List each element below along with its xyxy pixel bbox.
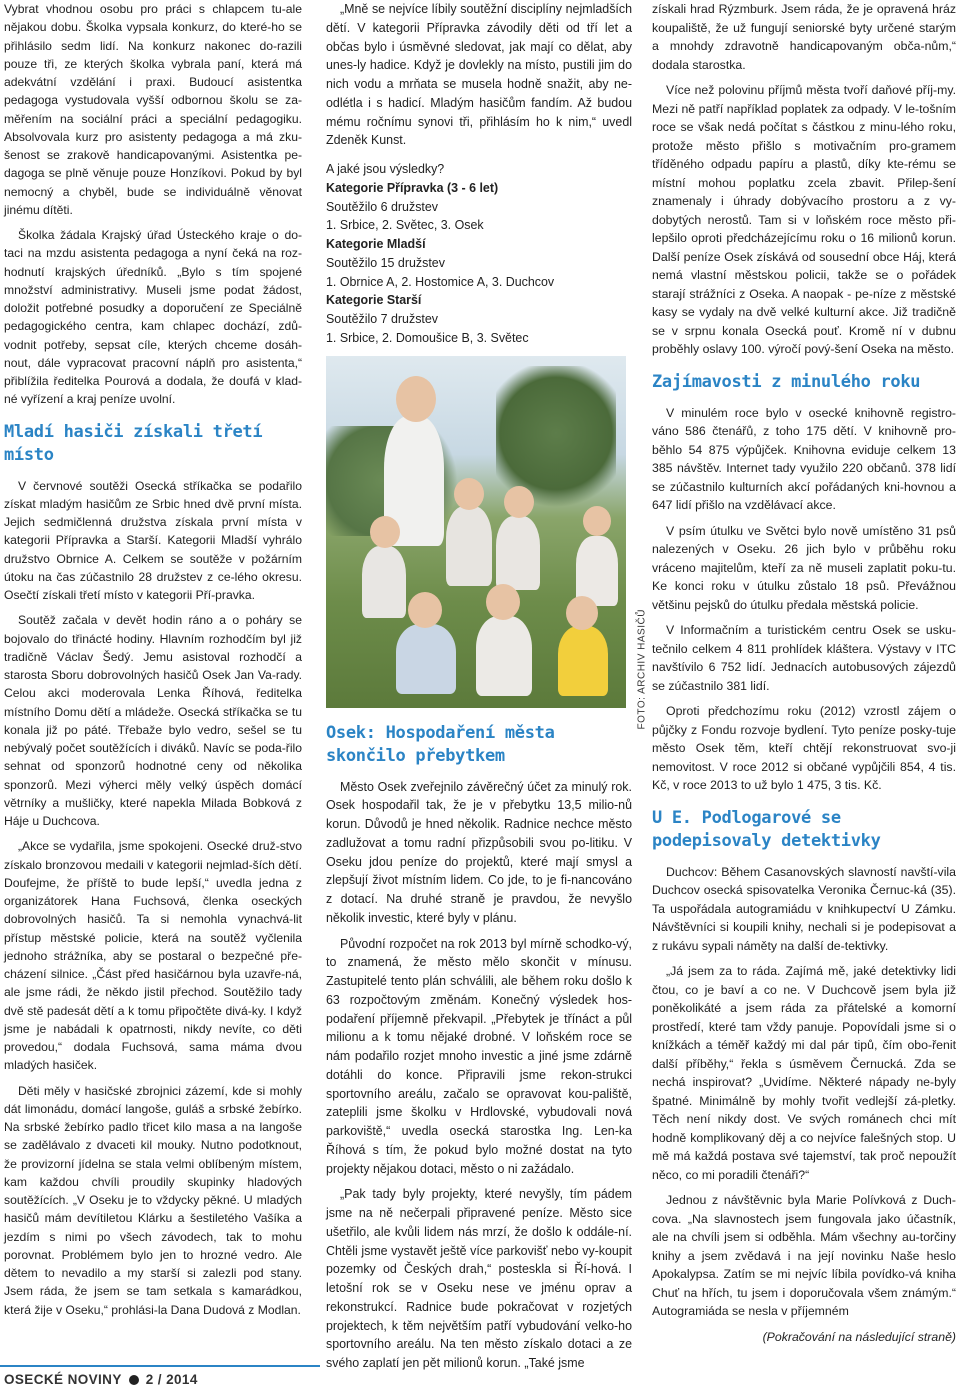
article-paragraph: „Akce se vydařila, jsme spokojeni. Osecké druž-stvo získalo bronzovou medaili v kategorii nejmlad-ších dětí. Doufejme, že příště to bude lepší,“ uvedla jedna z organizátorek Hana Fuchsová, členka oseckých dobrovolných hasičů. Ta si nemohla vynachvá-lit přístup městské policie, která na soutěž vyčlenila jednoho strážníka, aby se postaral o bezpečné pře-cházení silnice. „Část před hasičárnou byla uzavře-ná, ale jsme rádi, že někdo jistil přechod. Soutěžilo tady dvě stě padesát dětí a k tomu připočtěte divá-ky. I když jsme je nabádali k opatrnosti, nikdy nevíte, co děti provedou,“ dodala Fuchsová, sama máma dvou mladých hasiček.: [4, 839, 302, 1073]
photo-head: [583, 506, 611, 536]
article-paragraph: „Mně se nejvíce líbily soutěžní disciplíny nejmladších dětí. V kategorii Přípravka závodily děti od tří let a občas bylo i úsměvné sledovat, jak mají co dělat, aby unes-ly hadice. Když je dovlekly na místo, pustili jim do nich vodu a mrňata se musela hodně snažit, aby ne-odlétla i s hadicí. Mladým hasičům fandím. Až budou mému ročnímu synovi tři, přihlásím ho k nim,“ uvedl Zdeněk Kunst.: [326, 2, 632, 148]
article-paragraph: Více než polovinu příjmů města tvoří daňové příj-my. Mezi ně patří například poplatek za odpady. V le-tošním roce se však nedá počítat s částkou z minu-lého roku, protože město přišlo s motivačním pro-gramem tříděného odpadu papíru a plastů, díky kte-rému se místní mohou poplatku zcela zbavit. Přilep-šení znamenaly i úhrady dobývacího prostoru a z vy-dobytých nerostů. Tam si v loňském roce město při-lepšilo oproti předcházejícímu roku o 16 milionů korun. Další peníze Osek získává od sousední obce Háj, která nemá vlastní městskou policii, takže se o pořádek starají strážníci z Oseka. A naopak - pe-níze z městské kasy se vydaly na dvě velké kulturní akce. Již tradičně se v srpnu konala Osecká pouť. Kromě ní v dubnu proběhly oslavy 100. výročí pový-šení Oseka na město.: [652, 83, 956, 356]
article-paragraph: Soutěž začala v devět hodin ráno a o poháry se bojovalo do třinácté hodiny. Hlavním rozhodčím byl již tradičně Václav Šedý. Jemu asistoval rozhodčí a starosta Sboru dobrovolných hasičů Osek Jan Va-rady. Celou akci moderovala Lenka Říhová, ředitelka místního Domu dětí a mládeže. Osecká stříkačka se tu konala již po páté. Třebaže bylo vedro, sešel se tu nebývalý počet soutěžících i diváků. Navíc se poda-řilo sehnat od sponzorů hodnotné ceny od několika sponzorů. Mezi výherci měly velký úspěch domácí větrníky a mušličky, které napekla Milada Bobková z Háje u Duchcova.: [4, 613, 302, 828]
photo-head: [396, 376, 436, 422]
photo-head: [454, 478, 484, 510]
results-category: Kategorie Mladší: [326, 237, 426, 251]
photo-child: [496, 516, 540, 590]
photo-child: [396, 624, 456, 694]
article-paragraph: Děti měly v hasičské zbrojnici zázemí, kde si mohly dát limonádu, domácí langoše, guláš a srbské žebírko. Na srbské žebírko padlo třicet kilo masa a na langoše se zadělávalo z dvaceti kil mouky. Nutno podotknout, že provizorní jídelna se stala velmi oblíbeným místem, kam každou chvíli proudily skupinky hladových soutěžících. „V Oseku je to vždycky pěkné. U mladých hasičů mám devítiletou Klárku a šestiletého Vašíka a jezdím s nimi po všech závodech, tak to mohu porovnat. Problémem bylo jen to hrozné vedro. Ale dětem to nevadilo a my starší si zalezli pod stany. Jsem ráda, že jsem se tam setkala s kamarádkou, která žije v Oseku,“ prohlási-la Dana Dudová z Modlan.: [4, 1083, 302, 1317]
photo-child: [476, 616, 532, 696]
results-count: Soutěžilo 15 družstev: [326, 255, 445, 270]
results-title: A jaké jsou výsledky?: [326, 162, 445, 176]
page-footer: [4, 1372, 198, 1387]
column-1: [4, 0, 302, 1326]
article-paragraph: „Pak tady byly projekty, které nevyšly, tím pádem jsme na ně nečerpali připravené peníze. Město sice ušetřilo, ale kvůli lidem nás mrzí, že došlo k oddále-ní. Chtěli jsme vystavět ještě více parkovišť nebo vy-koupit pozemky od Českých drah,“ posteskla si Ří-hová. I letošní rok se v Oseku nese ve jménu oprav a rekonstrukcí. Radnice bude pokračovat v rozjetých projektech, k těm největším patří vybudování velko-ho sportovního areálu. Na ten město získalo dotaci a ze svého zaplatí jen pět milionů korun. „Také jsme: [326, 1187, 632, 1370]
issue-number: 2 / 2014: [145, 1372, 198, 1387]
publication-name: OSECKÉ NOVINY: [4, 1372, 122, 1387]
results-category: Kategorie Starší: [326, 293, 422, 308]
article-paragraph: V červnové soutěži Osecká stříkačka se podařilo získat mladým hasičům ze Srbic hned dvě první místa. Jejich sedmičlenná družstva získala první místa v kategorii Přípravka a Starší. Kategorii Mladší vyhrálo družstvo Obrnice A. Celkem se soutěže v požárním útoku na čas zúčastnilo 28 družstev z ce-lého okresu. Osečtí získali třetí místo v kategorii Pří-pravka.: [4, 478, 302, 602]
article-paragraph: Město Osek zveřejnilo závěrečný účet za minulý rok. Osek hospodařil tak, že je v přebytku 13,5 milio-nů korun. Důvodů je hned několik. Radnice nechce město zadlužovat a tomu radní přizpůsobili svou po-litiku. V Oseku jdou peníze do projektů, které mají smysl a zlepšují život místním lidem. Co jde, to je fi-nancováno z dotací. Na druhé straně je pravdou, že nevyšlo několik investic, které byly v plánu.: [326, 779, 632, 925]
footer-rule: [0, 1365, 320, 1367]
photo-credit-holder: [634, 609, 648, 732]
article-paragraph: Vybrat vhodnou osobu pro práci s chlapcem tu-ale nějakou dobu. Školka vypsala konkurz, do které-ho se přihlásilo sedm lidí. Na konkurz nakonec do-razili pouze tři, ze kterých školka vybrala paní, která má adekvátní vzdělání i praxi. Budoucí asistentka pedagoga vystudovala vyšší odbornou školu se za-měřením na sociální práci a speciální pedagogiku. Absolvovala kurz pro asistenty pedagoga a má zku-šenost se zrakově handicapovanými. Asistentka pe-dagoga se plně věnuje pouze Honzíkovi. Pokud by byl nemocný a chyběl, bude se individuálně věnovat jinému dítěti.: [4, 2, 302, 217]
results-ranking: 1. Srbice, 2. Světec, 3. Osek: [326, 218, 484, 233]
photo-child: [362, 546, 406, 618]
article-paragraph: Oproti předchozímu roku (2012) vzrostl zájem o půjčky z Fondu rozvoje bydlení. Tyto peníze posky-tuje město Osek těm, kteří chtějí rekonstruovat svo-ji nemovitost. V roce 2012 si občané vypůjčili 854, 4 tis. Kč, v roce 2013 to už bylo 1 475, 3 tis. Kč.: [652, 704, 956, 792]
firefighters-group-photo: [326, 356, 626, 708]
article-paragraph: získali hrad Rýzmburk. Jsem ráda, že je opravená hráz koupaliště, že už fungují seniorské byty určené starým a mnohdy zdravotně handicapovaným obča-nům,“ dodala starostka.: [652, 2, 956, 72]
bullet-icon: [129, 1375, 139, 1385]
headline-last-year-facts: Zajímavosti z minulého roku: [652, 371, 921, 392]
article-paragraph: Školka žádala Krajský úřad Ústeckého kraje o do-taci na mzdu asistenta pedagoga a nyní čeká na roz-hodnutí krajských úředníků. „Bylo s tím spojené množství administrativy. Museli jsme podat žádost, doložit potřebné posudky a doporučení ze Speciálně pedagogického centra, kam chlapec dochází, zdů-vodnit potřeby, sepsat cíle, kterých chceme dosáh-nout, dále vypracovat pracovní náplň pro asistenta,“ přiblížila ředitelka Pourová a dodala, že doufá v klad-né vyřízení a kraj peníze uvolní.: [4, 228, 302, 407]
headline-detective-signing: U E. Podlogarové se podepisovaly detektivky: [652, 807, 881, 851]
article-paragraph: V minulém roce bylo v osecké knihovně registro-váno 586 čtenářů, z toho 175 dětí. V knihovně pro-běhlo 54 875 výpůjček. Knihovna eviduje celkem 13 385 návštěv. Internet tady využilo 220 občanů. 378 lidí se zúčastnilo kulturních akcí pořádaných kni-hovnou a 647 lidí přišlo na vzdělávací akce.: [652, 405, 956, 512]
photo-child: [558, 626, 608, 696]
column-2: [326, 0, 648, 1380]
headline-osek-budget: Osek: Hospodaření města skončilo přebytkem: [326, 722, 555, 766]
photo-child: [576, 536, 618, 606]
photo-child: [446, 506, 492, 586]
article-paragraph: V psím útulku ve Světci bylo nově umístěno 31 psů nalezených v Oseku. 26 jich bylo v průběhu roku vráceno majitelům, kteří za ně museli zaplatit poku-tu. Ke konci roku v útulku zůstalo 18 psů. Převážnou většinu pejsků do útulku předala městská policie.: [652, 523, 956, 612]
results-category: Kategorie Přípravka (3 - 6 let): [326, 180, 499, 195]
results-ranking: 1. Srbice, 2. Domoušice B, 3. Světec: [326, 330, 529, 345]
photo-head: [408, 592, 442, 628]
column-3: [652, 0, 956, 1353]
photo-head: [566, 596, 598, 630]
results-count: Soutěžilo 7 družstev: [326, 312, 438, 326]
headline-young-firefighters: Mladí hasiči získali třetí místo: [4, 421, 263, 465]
results-ranking: 1. Obrnice A, 2. Hostomice A, 3. Duchcov: [326, 274, 555, 289]
article-paragraph: Jednou z návštěvnic byla Marie Polívková z Duch-cova. „Na slavnostech jsem fungovala jako účastník, ale na chvíli jsem si odběhla. Mám všechny au-torčiny knihy a jsem zvědavá i na její novinku Naše heslo Apokalypsa. Zatím se mi nejvíc líbila povídko-vá kniha Chuť na hřích, tu jsem i doporučovala všem známým.“ Autogramiáda se nesla v příjemném: [652, 1193, 956, 1318]
continued-note: (Pokračování na následující straně): [762, 1329, 956, 1344]
photo-head: [504, 486, 534, 518]
photo-head: [486, 584, 520, 620]
photo-head: [370, 516, 400, 548]
article-paragraph: Původní rozpočet na rok 2013 byl mírně schodko-vý, to znamená, že město mělo skončit v mínusu. Zastupitelé tento plán schválili, ale během roku došlo k 63 rozpočtovým změnám. Konečný výsledek hos-podaření příjemně překvapil. „Přebytek je třínáct a půl milionu a k tomu nějaké drobné. V loňském roce se nám podařilo rozjet mnoho investic a jiné jsme zdárně dotáhli do konce. Připravili jsme rekon-strukci sportovního areálu, začalo se opravovat kou-paliště, zateplili jsme školku v Hrdlovské, vybudovali nová parkoviště,“ uvedla osecká starostka Ing. Len-ka Říhová s tím, že pokud bylo možné dostat na tyto projekty nějakou dotaci, město o ni zažádalo.: [326, 936, 632, 1176]
results-count: Soutěžilo 6 družstev: [326, 199, 438, 214]
photo-credit: FOTO: ARCHIV HASIČŮ: [636, 609, 648, 730]
article-paragraph: Duchcov: Během Casanovských slavností navští-vila Duchcov osecká spisovatelka Veronika Černuc-ká (35). Ta uspořádala autogramiádu v knihkupectví U Zámku. Návštěvníci si koupili knihy, nechali si je podepisovat a z rukávu sypali náměty na další de-tektivky.: [652, 864, 956, 953]
article-paragraph: „Já jsem za to ráda. Zajímá mě, jaké detektivky lidi čtou, co je baví a co ne. V Duchcově jsem byla již poněkolikáté a jsem ráda za přátelské a komorní prostředí, které tam vždy panuje. Popovídali jsme si o knížkách a téměř každý mi dal pár tipů, čím obo-řenit další příběhy,“ řekla s úsměvem Černucká. Zda se nechá inspirovat? „Uvidíme. Některé nápady ne-byly špatné. Minimálně by mohly tvořit vedlejší zá-pletky. Těch není nikdy dost. Ve svých románech chci mít hodně komplikovaný děj a co nejvíce falešných stop. U mě má každá postava své tajemství, tak proč nepoužít něco, co mi poradili čtenáři?“: [652, 964, 956, 1182]
article-paragraph: V Informačním a turistickém centru Osek se usku-tečnilo celkem 4 811 prohlídek kláštera. Výstavy v ITC navštívilo 6 752 lidí. Jednacích autobusových zájezdů se zúčastnilo 381 lidí.: [652, 623, 956, 693]
